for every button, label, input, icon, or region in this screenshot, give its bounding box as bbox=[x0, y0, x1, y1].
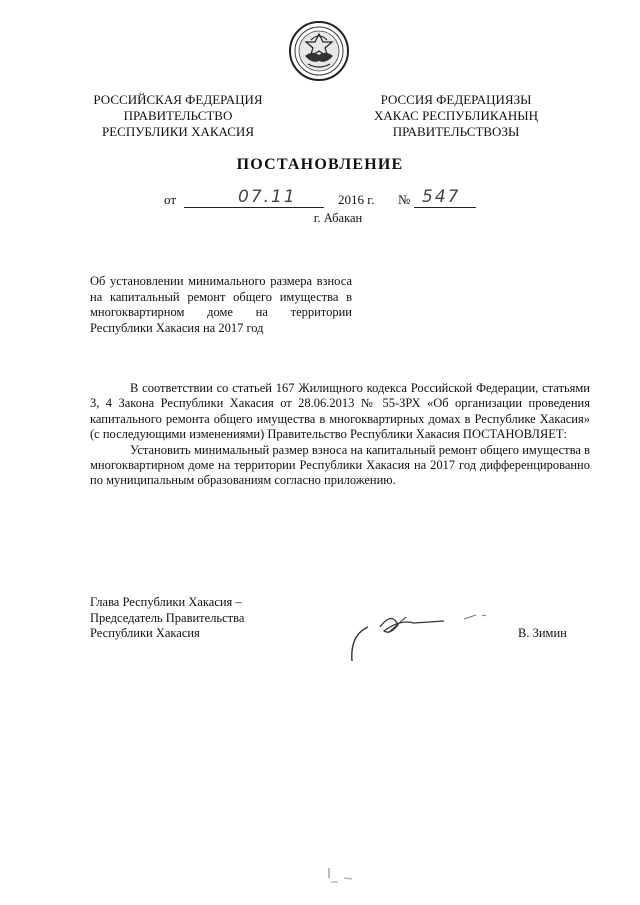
year-label: 2016 г. bbox=[338, 192, 375, 207]
number-underline bbox=[414, 207, 476, 208]
header-left-line-3: РЕСПУБЛИКИ ХАКАСИЯ bbox=[101, 124, 254, 139]
handwritten-signature bbox=[340, 605, 500, 665]
signatory-position bbox=[90, 595, 290, 642]
body-paragraph-2: Установить минимальный размер взноса на капитальный ремонт общего имущества в многоквартирном доме на территории Республики Хакасия на 2017 год дифференцированно по муниципальным образованиям согласно приложению. bbox=[90, 442, 590, 488]
header-right-line-1: РОССИЯ ФЕДЕРАЦИЯЗЫ bbox=[380, 92, 532, 107]
number-label: № bbox=[398, 192, 411, 207]
signatory-name: В. Зимин bbox=[518, 626, 567, 640]
handwritten-date: 07.11 bbox=[238, 187, 297, 207]
header-left-line-2: ПРАВИТЕЛЬСТВО bbox=[123, 108, 233, 123]
decree-subject: Об установлении минимального размера взноса на капитальный ремонт общего имущества в многоквартирном доме на территории Республики Хакасия на 2017 год bbox=[90, 274, 352, 335]
header-right bbox=[372, 92, 540, 140]
decree-city: г. Абакан bbox=[313, 211, 363, 225]
date-underline bbox=[184, 207, 324, 208]
from-label: от bbox=[164, 192, 177, 207]
document-title: ПОСТАНОВЛЕНИЕ bbox=[236, 156, 404, 173]
handwritten-number: 547 bbox=[422, 187, 461, 207]
decree-date-line bbox=[150, 188, 500, 210]
signatory-position-line-2: Председатель Правительства bbox=[90, 610, 245, 625]
signatory-position-line-1: Глава Республики Хакасия – bbox=[90, 595, 242, 609]
body-paragraph-1: В соответствии со статьей 167 Жилищного кодекса Российской Федерации, статьями 3, 4 Закона Республики Хакасия от 28.06.2013 № 55-ЗРХ «Об организации проведения капитального ремонта общего имущества в многоквартирных домах в Республике Хакасия» (с последующими изменениями) Правительство Республики Хакасия ПОСТАНОВЛЯЕТ: bbox=[90, 381, 590, 442]
header-left bbox=[88, 92, 268, 140]
scan-mark-icon bbox=[318, 866, 358, 886]
decree-body bbox=[90, 381, 590, 489]
coat-of-arms-icon bbox=[288, 20, 350, 82]
signatory-position-line-3: Республики Хакасия bbox=[90, 626, 200, 640]
header-right-line-3: ПРАВИТЕЛЬСТВОЗЫ bbox=[392, 124, 520, 139]
header-right-line-2: ХАКАС РЕСПУБЛИКАНЫҢ bbox=[373, 108, 539, 123]
header-left-line-1: РОССИЙСКАЯ ФЕДЕРАЦИЯ bbox=[93, 92, 263, 107]
